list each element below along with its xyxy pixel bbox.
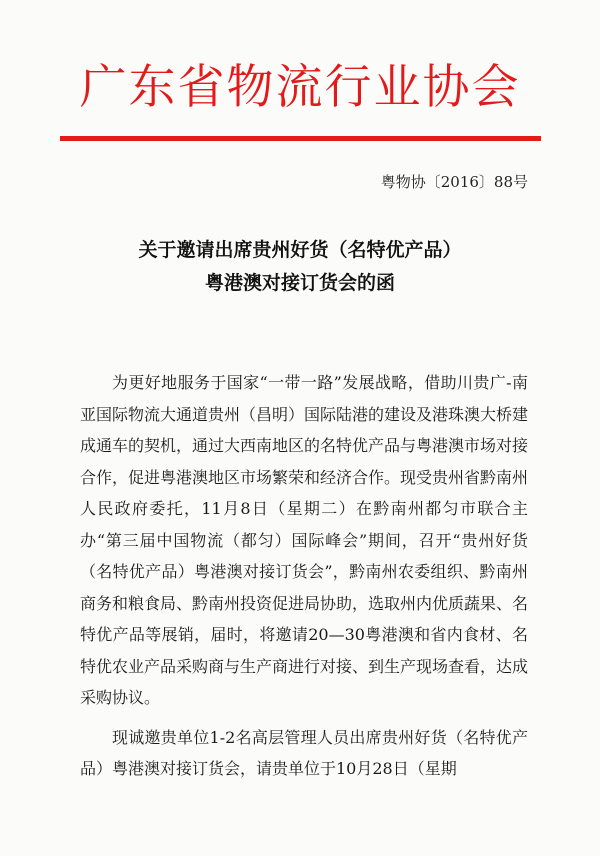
document-number: 粤物协〔2016〕88号 — [380, 173, 528, 191]
letterhead-org-name: 广东省物流行业协会 — [79, 60, 521, 115]
letter-title-line-1: 关于邀请出席贵州好货（名特优产品） — [138, 239, 462, 261]
letter-title — [0, 234, 600, 300]
body-paragraph-2: 现诚邀贵单位1-2名高层管理人员出席贵州好货（名特优产品）粤港澳对接订货会，请贵单位于10月28日（星期 — [80, 727, 528, 778]
letter-body — [80, 367, 528, 793]
body-paragraph-1: 为更好地服务于国家“一带一路”发展战略，借助川贵广-南亚国际物流大通道贵州（昌明）国际陆港的建设及港珠澳大桥建成通车的契机，通过大西南地区的名特优产品与粤港澳市场对接合作，促进粤港澳地区市场繁荣和经济合作。现受贵州省黔南州人民政府委托，11月8日（星期二）在黔南州都匀市联合主办“第三届中国物流（都匀）国际峰会”期间，召开“贵州好货（名特优产品）粤港澳对接订货会”，黔南州农委组织、黔南州商务和粮食局、黔南州投资促进局协助，选取州内优质蔬果、名特优产品等展销，届时，将邀请20—30粤港澳和省内食材、名特优农业产品采购商与生产商进行对接、到生产现场查看，达成采购协议。 — [80, 373, 529, 707]
letter-title-line-2: 粤港澳对接订货会的函 — [204, 272, 395, 294]
letterhead-red-rule — [60, 136, 541, 141]
